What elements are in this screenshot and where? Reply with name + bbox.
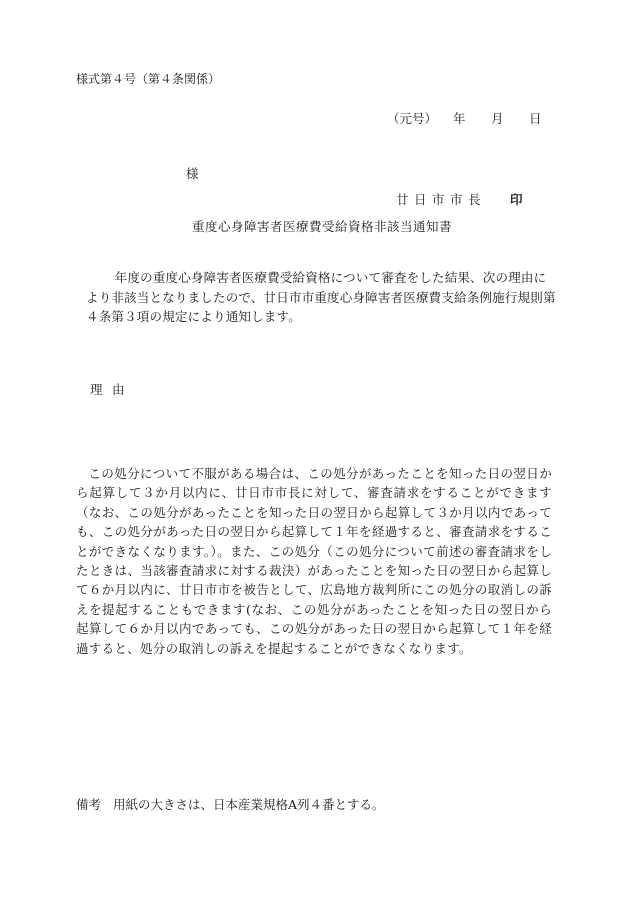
date-era: （元号）: [387, 111, 438, 126]
reason-heading-char-2: 由: [112, 382, 125, 397]
document-title: 重度心身障害者医療費受給資格非該当通知書: [192, 219, 453, 234]
notice-body: 年度の重度心身障害者医療費受給資格について審査をした結果、次の理由により非該当となりましたので、廿日市市重度心身障害者医療費支給条例施行規則第４条第３項の規定により通知します。: [86, 270, 556, 324]
form-number: 様式第４号（第４条関係）: [76, 72, 221, 86]
date-month: 月: [491, 111, 504, 126]
date-day: 日: [529, 111, 542, 126]
addressee-honorific: 様: [186, 166, 199, 181]
remark-label: 備考: [76, 797, 102, 812]
reason-heading: [90, 380, 134, 398]
issuer-line: [396, 190, 523, 208]
date-line: [387, 109, 542, 127]
issuer-title: 廿日市市長: [396, 192, 487, 207]
reason-heading-char-1: 理: [90, 382, 103, 397]
seal-mark: 印: [510, 192, 523, 207]
appeal-notice: この処分について不服がある場合は、この処分があったことを知った日の翌日から起算して３か月以内に、廿日市市長に対して、審査請求をすることができます（なお、この処分があったことを知った日の翌日から起算して３か月以内であっても、この処分があった日の翌日から起算して１年を経過すると、審査請求をすることができなくなります。）。また、この処分（この処分について前述の審査請求をしたときは、当該審査請求に対する裁決）があったことを知った日の翌日から起算して６か月以内に、廿日市市を被告として、広島地方裁判所にこの処分の取消しの訴えを提起することもできます(なお、この処分があったことを知った日の翌日から起算して６か月以内であっても、この処分があった日の翌日から起算して１年を経過すると、処分の取消しの訴えを提起することができなくなります。: [76, 466, 552, 656]
date-year: 年: [453, 111, 466, 126]
remark: [76, 795, 385, 813]
remark-text: 用紙の大きさは、日本産業規格A列４番とする。: [113, 797, 385, 812]
